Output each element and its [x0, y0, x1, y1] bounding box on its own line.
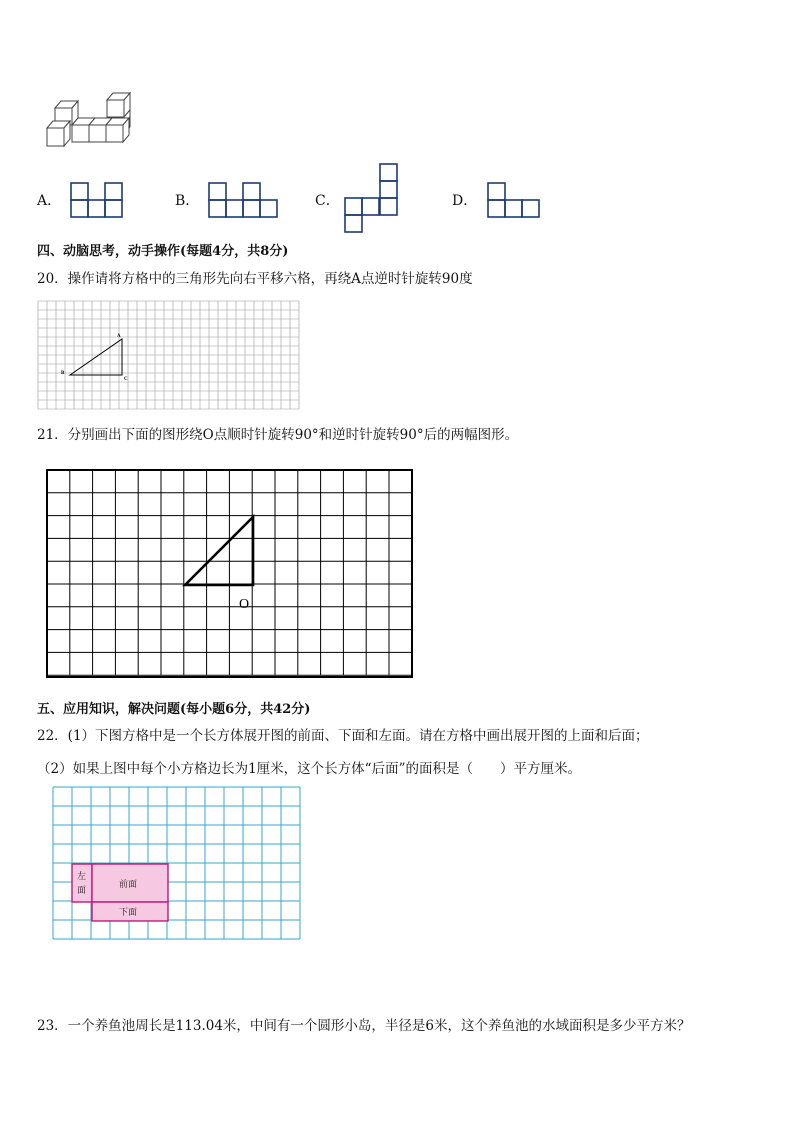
q22-left-label-top: 左	[77, 872, 87, 882]
option-d-label: D．	[452, 193, 478, 209]
q22-left-face	[72, 864, 92, 902]
question-22-line1: 22．(1）下图方格中是一个长方体展开图的前面、下面和左面。请在方格中画出展开图的上面和后面；	[37, 728, 649, 744]
option-c-net	[344, 163, 404, 238]
q20-label-b: B	[61, 371, 65, 376]
option-b-label: B．	[175, 193, 200, 209]
cube-stack-figure	[42, 88, 162, 158]
option-a-label: A．	[37, 193, 62, 209]
q21-label-o: O	[239, 597, 250, 612]
q22-front-label: 前面	[119, 880, 138, 890]
q20-label-a: A	[117, 334, 121, 339]
question-20-text: 20．操作请将方格中的三角形先向右平移六格，再绕A点逆时针旋转90度	[37, 271, 473, 287]
section-5-heading: 五、应用知识，解决问题(每小题6分，共42分)	[37, 702, 311, 717]
q22-bottom-label: 下面	[119, 908, 138, 918]
q21-triangle	[185, 517, 253, 585]
option-d-net	[487, 182, 547, 222]
q21-grid	[46, 469, 416, 679]
q20-triangle	[70, 339, 122, 375]
q22-left-label-bottom: 面	[77, 886, 87, 896]
question-22-line2: （2）如果上图中每个小方格边长为1厘米，这个长方体“后面”的面积是（ ）平方厘米。	[37, 761, 581, 777]
section-4-heading: 四、动脑思考，动手操作(每题4分，共8分)	[37, 244, 289, 259]
option-b-net	[208, 182, 288, 222]
question-21-text: 21．分别画出下面的图形绕O点顺时针旋转90°和逆时针旋转90°后的两幅图形。	[37, 427, 519, 443]
question-23-text: 23．一个养鱼池周长是113.04米，中间有一个圆形小岛，半径是6米，这个养鱼池的水域面积是多少平方米？	[37, 1018, 691, 1034]
option-c-label: C．	[315, 193, 340, 209]
q20-grid	[38, 300, 300, 412]
option-a-net	[70, 182, 130, 222]
q22-grid	[53, 786, 303, 942]
q20-label-c: C	[124, 377, 128, 382]
